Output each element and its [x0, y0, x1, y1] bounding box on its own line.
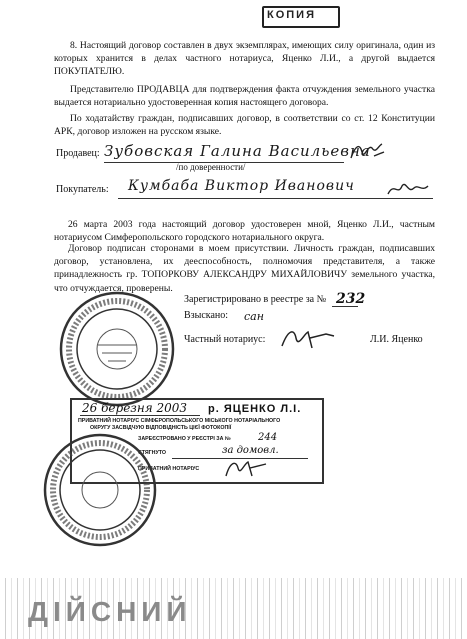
seller-signature	[348, 140, 388, 162]
buyer-label: Покупатель:	[56, 184, 109, 195]
stamp-date: 26 березня 2003	[82, 401, 188, 415]
notary-signature	[278, 324, 338, 352]
signing-verification-clause: Договор подписан сторонами в моем присутствии. Личность граждан, подписавших договор, установлена, их дееспособность, полномочия представителя, а также принадлежность гр. ТОПОРКОВУ АЛЕКСАНДРУ МИХАЙЛОВИЧУ земельного участка, что отчуждается, проверены.	[54, 243, 435, 294]
certification-date-clause: 26 марта 2003 года настоящий договор удостоверен мной, Яценко Л.И., частным нотариусом Симферопольского городского нотариального округа.	[54, 219, 435, 244]
stamp-reg-label: ЗАРЕЄСТРОВАНО У РЕЄСТРІ ЗА №	[138, 436, 231, 442]
stamp-notary-name: р. ЯЦЕНКО Л.І.	[208, 403, 302, 415]
notary-round-seal-lower	[42, 432, 158, 548]
buyer-handwritten-name: Кумбаба Виктор Иванович	[128, 178, 355, 194]
seller-copy-clause: Представителю ПРОДАВЦА для подтверждения факта отчуждения земельного участка выдается нотариально удостоверенная копия настоящего договора.	[54, 84, 435, 109]
copy-corner-stamp-text: КОПИЯ	[267, 9, 316, 21]
fee-label: Взыскано:	[184, 310, 229, 321]
stamp-line-1: ПРИВАТНИЙ НОТАРІУС СІМФЕРОПОЛЬСЬКОГО МІСЬКОГО НОТАРІАЛЬНОГО	[78, 418, 281, 424]
buyer-signature	[384, 178, 432, 200]
notary-round-seal-upper	[58, 290, 176, 408]
stamp-notary-label: ПРИВАТНИЙ НОТАРІУС	[138, 466, 200, 472]
seller-handwritten-name: Зубовская Галина Васильевна	[104, 142, 371, 160]
registry-number-underline	[332, 306, 358, 307]
stamp-fee-label: СТЯГНУТО	[138, 450, 167, 456]
seller-label: Продавец:	[56, 148, 100, 159]
registry-block	[184, 291, 444, 354]
seller-row	[56, 142, 436, 174]
stamp-reg-value: 244	[258, 432, 278, 443]
bottom-valid-stamp: ДІЙСНИЙ	[28, 596, 192, 627]
stamp-notary-signature	[222, 456, 272, 480]
notary-name: Л.И. Яценко	[370, 334, 423, 345]
buyer-row	[56, 178, 436, 206]
stamp-date-underline	[80, 415, 200, 416]
notary-label: Частный нотариус:	[184, 334, 266, 345]
stamp-fee-value: за домовл.	[222, 445, 279, 456]
clause-8: 8. Настоящий договор составлен в двух экземплярах, имеющих силу оригинала, один из которых хранится в делах частного нотариуса, Яценко Л.И., а другой выдается ПОКУПАТЕЛЮ.	[54, 40, 435, 78]
fee-value: сан	[244, 310, 264, 323]
seller-proxy-note: /по доверенности/	[176, 162, 246, 172]
registry-label: Зарегистрировано в реестре за №	[184, 294, 327, 305]
language-clause: По ходатайству граждан, подписавших договор, в соответствии со ст. 12 Конституции АРК, договор изложен на русском языке.	[54, 113, 435, 138]
stamp-line-2: ОКРУГУ ЗАСВІДЧУЮ ВІДПОВІДНІСТЬ ЦІЄЇ ФОТОКОПІЇ	[90, 425, 232, 431]
registry-number: 232	[336, 291, 366, 307]
copy-corner-stamp	[262, 6, 340, 28]
